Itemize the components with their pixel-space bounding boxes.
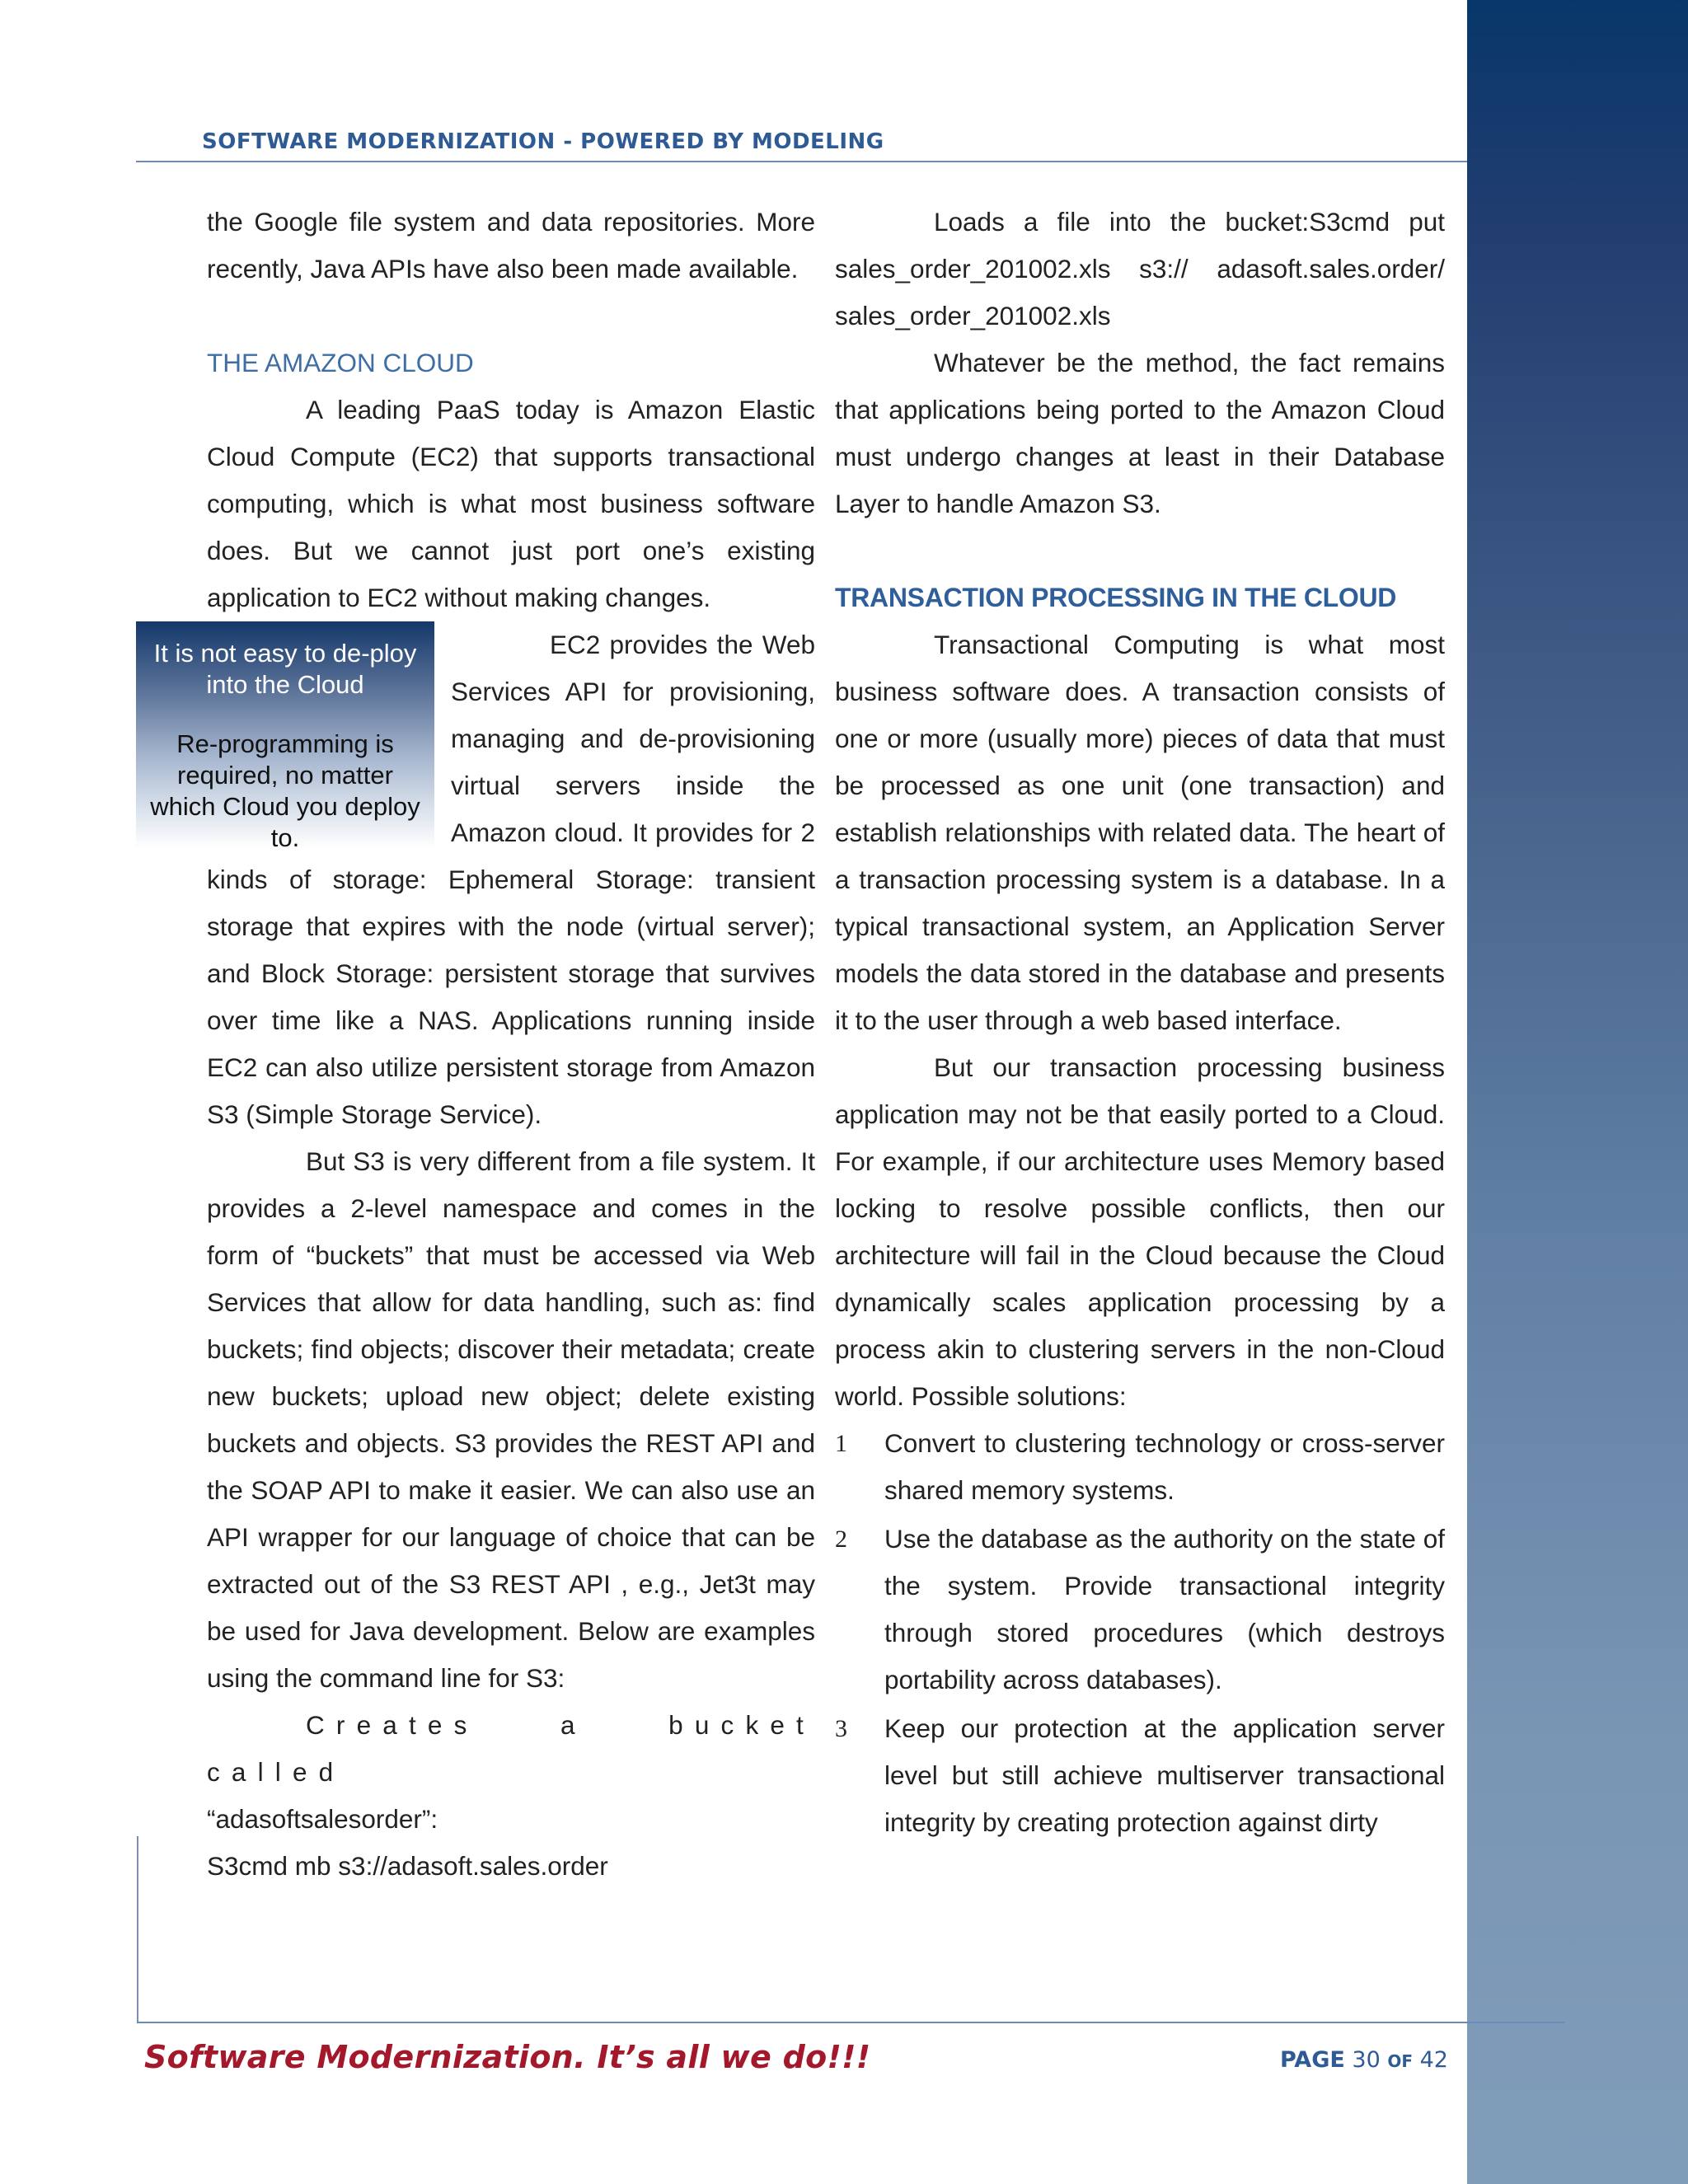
list-number: 2: [835, 1526, 847, 1553]
pull-quote-callout: [136, 621, 434, 852]
header-rule: [136, 161, 1467, 162]
list-item: [835, 1705, 1445, 1846]
running-header: SOFTWARE MODERNIZATION - POWERED BY MODELING: [202, 129, 884, 154]
right-paragraph-4: But our transaction processing business application may not be that easily ported to a Cloud. For example, if our architecture uses Memory based locking to resolve possible conflicts, then our architecture will fail in the Cloud because the Cloud dynamically scales application processing by a process akin to clustering servers in the non-Cloud world. Possible solutions:: [835, 1052, 1445, 1411]
footer-rule: [137, 2022, 1565, 2023]
list-item: [835, 1516, 1445, 1704]
right-column: [835, 199, 1445, 1848]
left-column: [150, 199, 815, 1890]
list-item: [835, 1420, 1445, 1514]
list-number: 1: [835, 1430, 847, 1457]
callout-line-1: It is not easy to de-ploy into the Cloud: [153, 639, 417, 699]
decorative-sidebar: [1467, 0, 1688, 2184]
right-paragraph-3: Transactional Computing is what most business software does. A transaction consists of one or more (usually more) pieces of data that must be processed as one unit (one transaction) and establish relationships with related data. The heart of a transaction processing system is a database. In a typical transactional system, an Application Server models the data stored in the database and presents it to the user through a web based interface.: [835, 630, 1445, 1035]
left-margin-rule: [137, 1836, 138, 2022]
right-paragraph-2: Whatever be the method, the fact remains that applications being ported to the Amazon Cloud must undergo changes at least in their Database Layer to handle Amazon S3.: [835, 348, 1445, 518]
heading-transaction-processing: TRANSACTION PROCESSING IN THE CLOUD: [835, 583, 1397, 612]
left-paragraph-5: Creates a bucket called: [207, 1710, 815, 1787]
page-label: PAGE: [1280, 2047, 1345, 2073]
heading-amazon-cloud: THE AMAZON CLOUD: [207, 348, 474, 377]
right-paragraph-1: Loads a file into the bucket:S3cmd put sales_order_201002.xls s3:// adasoft.sales.order/ sales_order_201002.xls: [835, 207, 1445, 330]
page-number: [1280, 2047, 1448, 2073]
left-paragraph-3: EC2 provides the Web Services API for provisioning, managing and de-provisioning virtual servers inside the Amazon cloud. It provides for 2 kinds of storage: Ephemeral Storage: transient storage that expires with the node (virtual server); and Block Storage: persistent storage that survives over time like a NAS. Applications running inside EC2 can also utilize persistent storage from Amazon S3 (Simple Storage Service).: [207, 630, 815, 1129]
list-text: Keep our protection at the application server level but still achieve multiserver transactional integrity by creating protection against dirty: [884, 1713, 1445, 1837]
list-number: 3: [835, 1715, 847, 1742]
list-text: Convert to clustering technology or cross-server shared memory systems.: [884, 1428, 1445, 1505]
paragraph-gap: [835, 527, 1445, 574]
footer-tagline: Software Modernization. It’s all we do!!!: [144, 2039, 871, 2075]
left-paragraph-4: But S3 is very different from a file system. It provides a 2-level namespace and comes in the form of “buckets” that must be accessed via Web Services that allow for data handling, such as: find buckets; find objects; discover their metadata; create new buckets; upload new object; delete existing buckets and objects. S3 provides the REST API and the SOAP API to make it easier. We can also use an API wrapper for our language of choice that can be extracted out of the S3 REST API , e.g., Jet3t may be used for Java development. Below are examples using the command line for S3:: [207, 1146, 815, 1693]
page-total: 42: [1419, 2047, 1448, 2073]
left-paragraph-6: “adasoftsalesorder”:: [207, 1804, 438, 1834]
callout-line-2: Re-programming is required, no matter which Cloud you deploy to.: [150, 729, 420, 852]
left-paragraph-7: S3cmd mb s3://adasoft.sales.order: [207, 1851, 608, 1881]
left-paragraph-1: the Google file system and data repositories. More recently, Java APIs have also been made available.: [207, 207, 815, 284]
list-text: Use the database as the authority on the state of the system. Provide transactional integrity through stored procedures (which destroys portability across databases).: [884, 1524, 1445, 1694]
page-current: 30: [1352, 2047, 1381, 2073]
paragraph-gap: [207, 293, 815, 340]
left-paragraph-2: A leading PaaS today is Amazon Elastic Cloud Compute (EC2) that supports transactional computing, which is what most business software does. But we cannot just port one’s existing application to EC2 without making changes.: [207, 395, 815, 612]
page-of-label: OF: [1387, 2051, 1414, 2071]
solutions-list: [835, 1420, 1445, 1846]
